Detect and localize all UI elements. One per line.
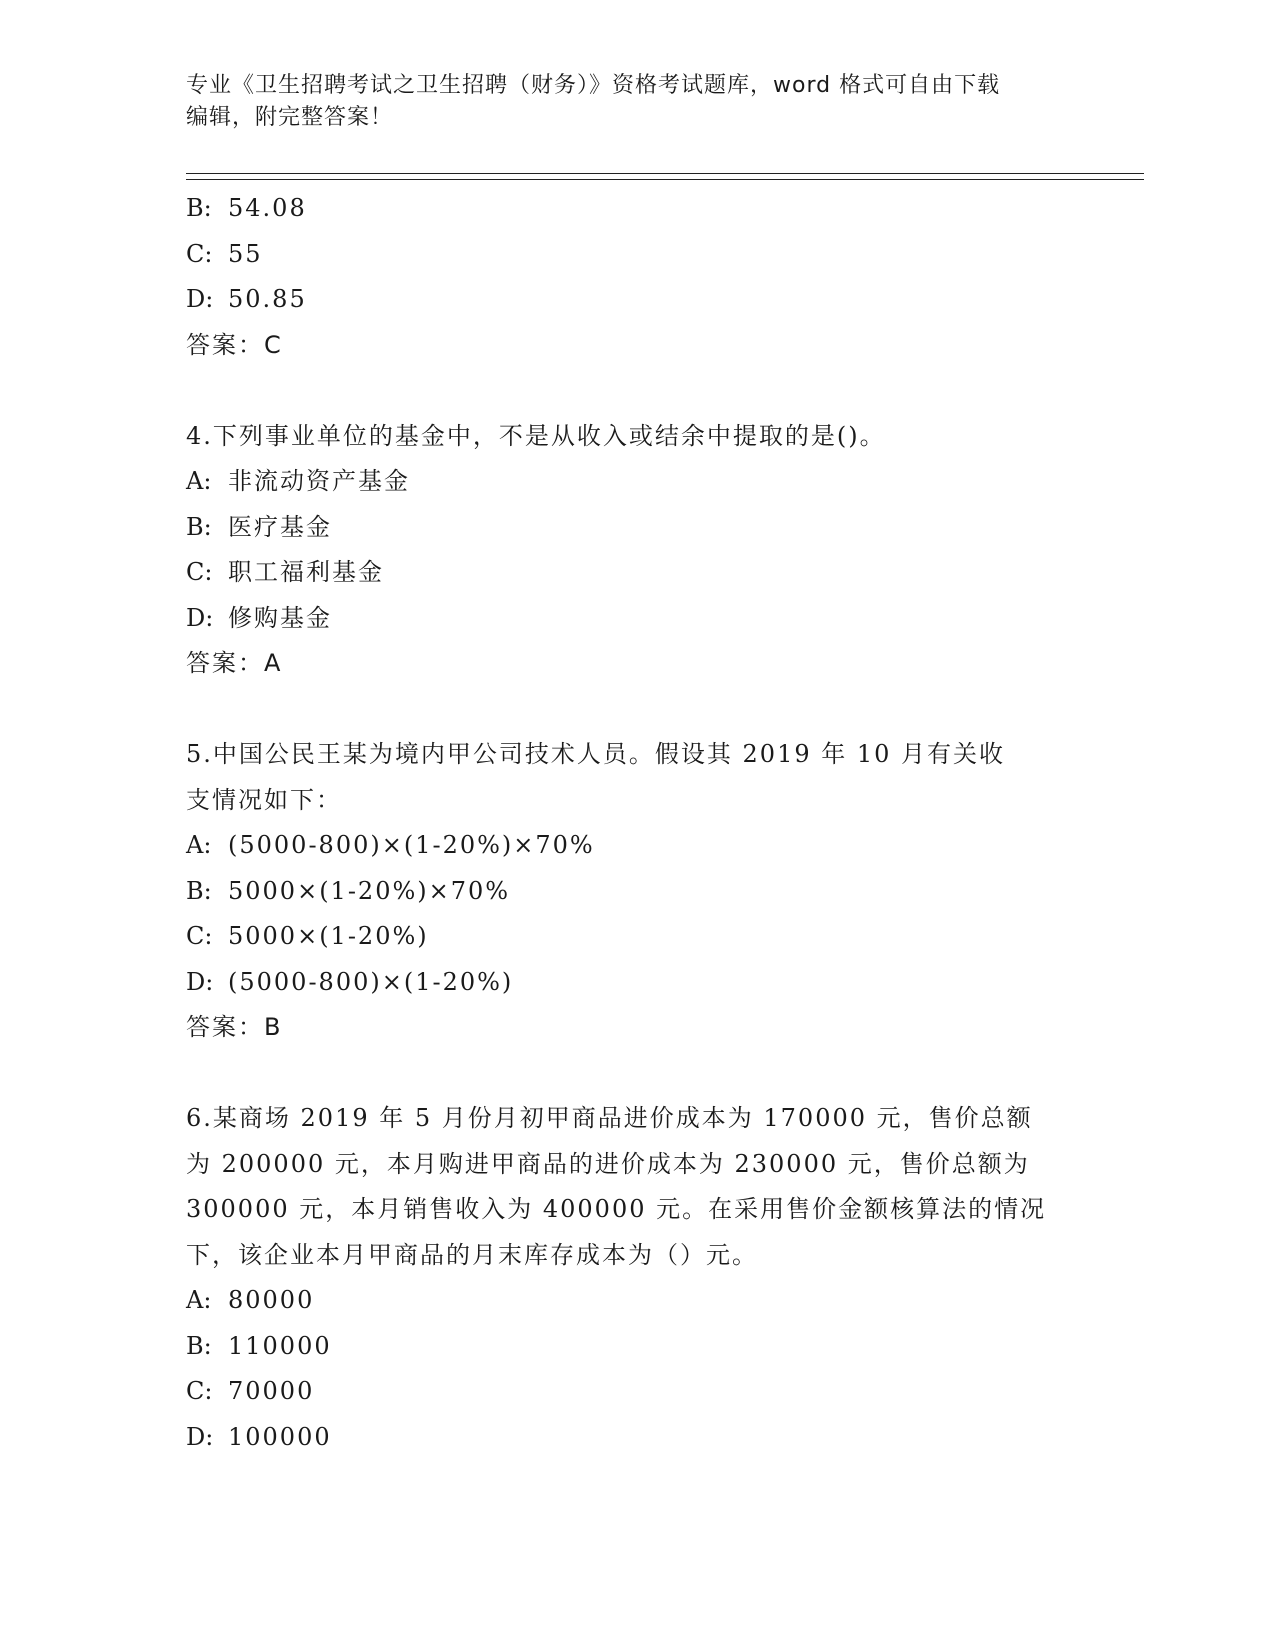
option-key: A: (186, 467, 212, 495)
option-text: 55 (228, 239, 263, 268)
spacer (186, 687, 1086, 733)
spacer (186, 368, 1086, 414)
q5-stem-line-1: 5.中国公民王某为境内甲公司技术人员。假设其 2019 年 10 月有关收 (186, 740, 1006, 768)
header-line-2: 编辑，附完整答案！ (186, 105, 394, 130)
option-key: B: (186, 194, 212, 222)
option-key: D: (186, 1422, 214, 1451)
option-text: 非流动资产基金 (228, 467, 410, 495)
document-header (186, 70, 1086, 134)
question-5 (186, 732, 1086, 1051)
q5-option-b (186, 869, 1086, 915)
q5-answer: 答案：B (186, 1013, 283, 1041)
q3-option-d (186, 277, 1086, 323)
option-text: 修购基金 (228, 603, 332, 632)
q5-stem-line-2: 支情况如下： (186, 785, 342, 814)
option-key: C: (186, 558, 213, 586)
option-key: B: (186, 876, 212, 905)
option-text: 50.85 (228, 285, 307, 313)
q4-option-c (186, 550, 1086, 596)
question-list (186, 186, 1086, 1460)
option-key: B: (186, 512, 212, 541)
q4-option-b (186, 505, 1086, 551)
option-text: 5000×(1-20%) (228, 922, 429, 950)
option-key: C: (186, 1377, 213, 1405)
option-text: 80000 (228, 1286, 315, 1314)
q5-option-c (186, 914, 1086, 960)
option-key: C: (186, 239, 213, 268)
header-rule-bottom (186, 179, 1144, 180)
option-key: C: (186, 922, 213, 950)
q6-option-d (186, 1415, 1086, 1461)
q4-option-d (186, 596, 1086, 642)
q6-stem-line-2: 为 200000 元，本月购进甲商品的进价成本为 230000 元，售价总额为 (186, 1149, 1030, 1178)
option-text: 职工福利基金 (228, 558, 384, 586)
option-key: D: (186, 285, 214, 313)
question-3 (186, 186, 1086, 368)
option-text: (5000-800)×(1-20%)×70% (228, 831, 595, 859)
spacer (186, 1051, 1086, 1097)
q3-option-b (186, 186, 1086, 232)
option-key: D: (186, 967, 214, 996)
option-key: A: (186, 1286, 212, 1314)
question-6 (186, 1096, 1086, 1460)
option-key: A: (186, 831, 212, 859)
q6-option-a (186, 1278, 1086, 1324)
q3-option-c (186, 232, 1086, 278)
q6-stem-line-4: 下，该企业本月甲商品的月末库存成本为（）元。 (186, 1240, 758, 1269)
option-text: (5000-800)×(1-20%) (228, 967, 514, 996)
q6-stem-line-1: 6.某商场 2019 年 5 月份月初甲商品进价成本为 170000 元，售价总额 (186, 1104, 1033, 1132)
option-text: 100000 (228, 1422, 332, 1451)
option-key: B: (186, 1331, 212, 1360)
option-text: 5000×(1-20%)×70% (228, 876, 511, 905)
option-text: 110000 (228, 1331, 332, 1360)
q6-stem-line-3: 300000 元，本月销售收入为 400000 元。在采用售价金额核算法的情况 (186, 1195, 1047, 1223)
option-key: D: (186, 603, 214, 632)
option-text: 医疗基金 (228, 512, 332, 541)
q4-stem: 4.下列事业单位的基金中，不是从收入或结余中提取的是()。 (186, 421, 886, 450)
q5-option-a (186, 823, 1086, 869)
q6-option-c (186, 1369, 1086, 1415)
header-rule-top (186, 173, 1144, 174)
option-text: 54.08 (228, 194, 307, 222)
header-line-1: 专业《卫生招聘考试之卫生招聘（财务）》资格考试题库，word 格式可自由下载 (186, 73, 1001, 98)
q4-answer: 答案：A (186, 649, 283, 677)
q3-answer: 答案：C (186, 330, 283, 359)
option-text: 70000 (228, 1377, 315, 1405)
q6-option-b (186, 1324, 1086, 1370)
q4-option-a (186, 459, 1086, 505)
q5-option-d (186, 960, 1086, 1006)
question-4 (186, 414, 1086, 687)
